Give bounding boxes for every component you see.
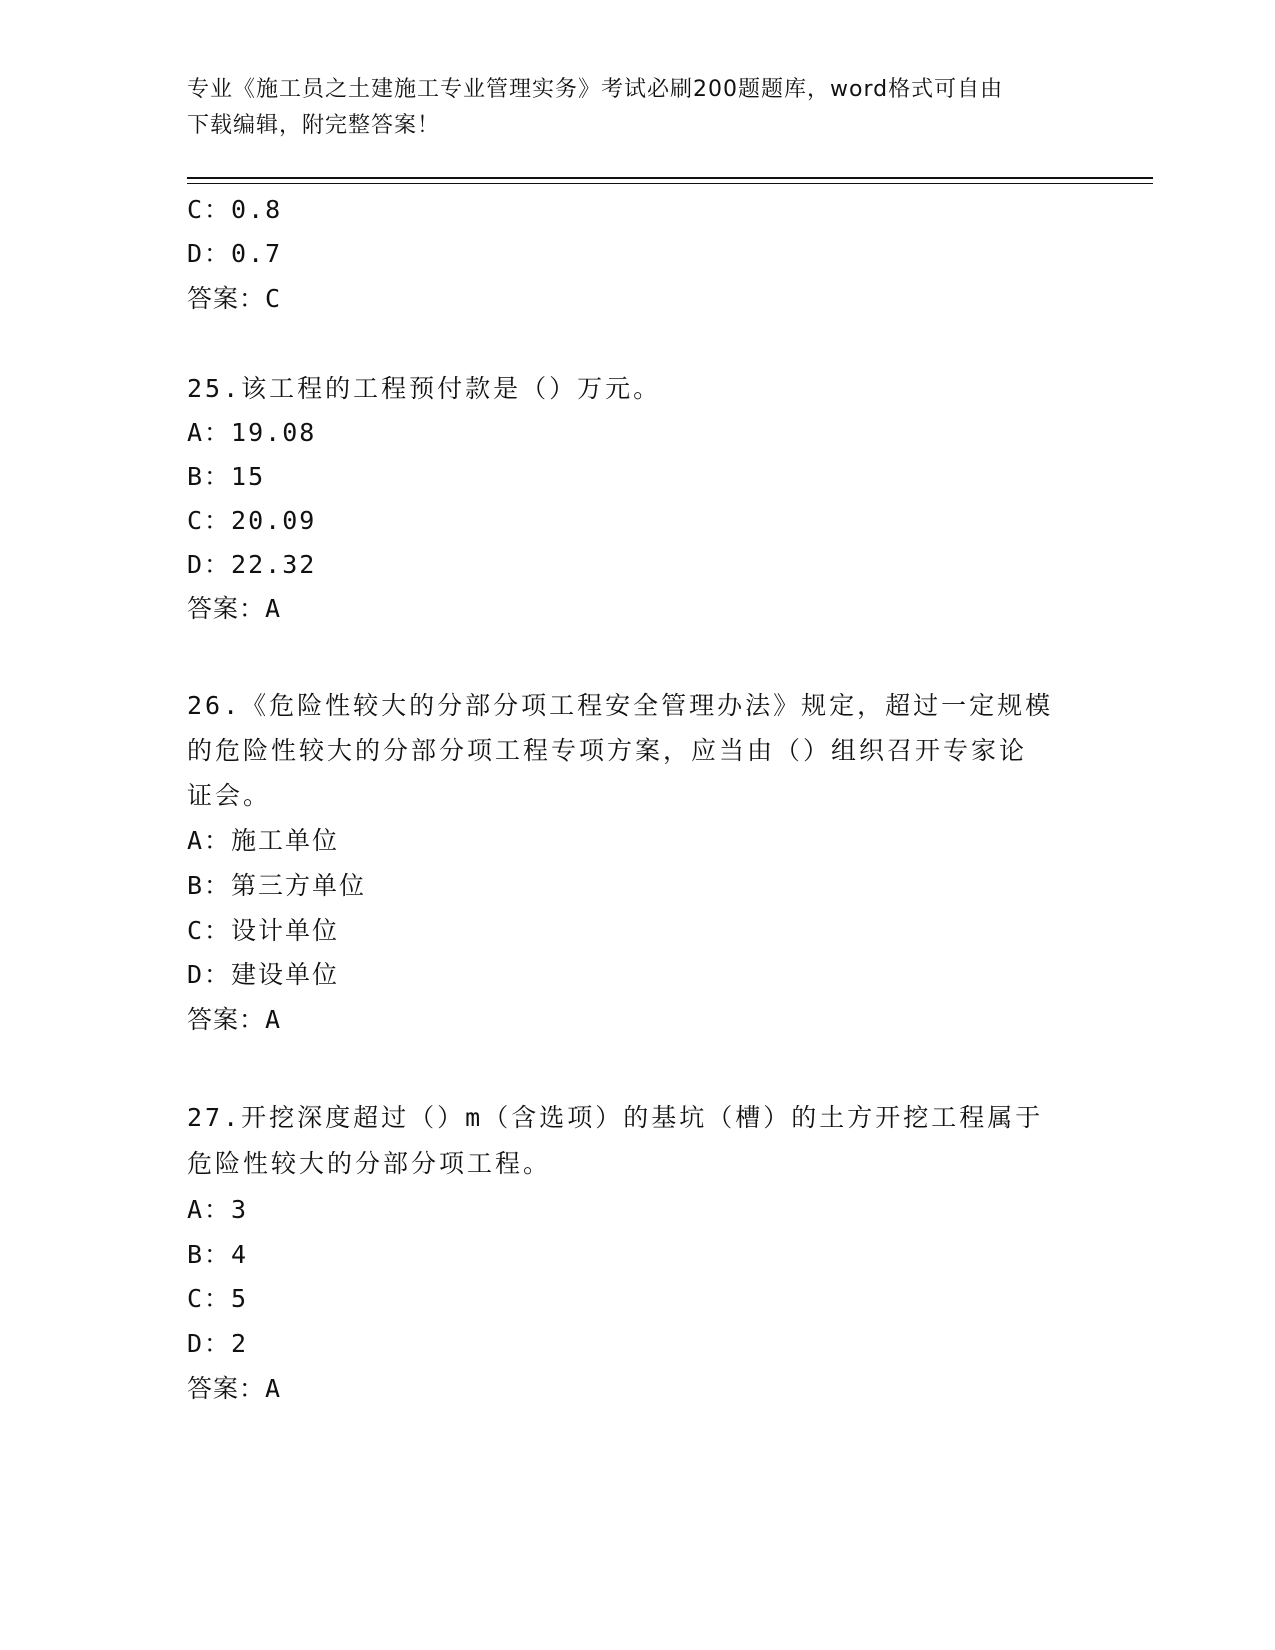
header-title-line-2: 下载编辑，附完整答案！ — [187, 113, 441, 138]
answer-value: A — [265, 1005, 283, 1034]
answer-value: A — [265, 1374, 283, 1403]
question-27-option-d: D：2 — [187, 1329, 249, 1358]
question-25-option-c: C：20.09 — [187, 506, 317, 535]
header-title-line-1: 专业《施工员之土建施工专业管理实务》考试必刷200题题库，word格式可自由 — [187, 77, 1004, 102]
header-rule-thin — [187, 183, 1153, 184]
question-26-option-b: B：第三方单位 — [187, 871, 367, 900]
answer-value: A — [265, 594, 283, 623]
option-d: D：0.7 — [187, 239, 283, 268]
question-26-option-a: A：施工单位 — [187, 826, 340, 855]
question-25-option-b: B：15 — [187, 462, 266, 491]
document-header — [187, 72, 1067, 144]
question-26-option-d: D：建设单位 — [187, 960, 340, 989]
question-25-stem: 25.该工程的工程预付款是（）万元。 — [187, 374, 662, 403]
answer-line — [187, 276, 1087, 321]
question-26-stem-line-2: 的危险性较大的分部分项工程专项方案，应当由（）组织召开专家论 — [187, 736, 1028, 765]
question-25-option-d: D：22.32 — [187, 550, 317, 579]
question-27-option-b: B：4 — [187, 1240, 249, 1269]
question-25-option-a: A：19.08 — [187, 418, 317, 447]
question-26-option-c: C：设计单位 — [187, 916, 340, 945]
question-27-stem-line-1: 27.开挖深度超过（）m（含选项）的基坑（槽）的土方开挖工程属于 — [187, 1103, 1044, 1132]
question-26-stem-line-1: 26.《危险性较大的分部分项工程安全管理办法》规定，超过一定规模 — [187, 691, 1054, 720]
option-c: C：0.8 — [187, 195, 283, 224]
answer-value: C — [265, 284, 283, 313]
question-27-option-a: A：3 — [187, 1195, 249, 1224]
header-rule-thick — [187, 177, 1153, 179]
question-25-answer — [187, 586, 1087, 631]
answer-label: 答案： — [187, 284, 266, 313]
question-27-answer — [187, 1366, 1087, 1411]
answer-label: 答案： — [187, 1005, 266, 1034]
answer-label: 答案： — [187, 1374, 266, 1403]
question-27-stem-line-2: 危险性较大的分部分项工程。 — [187, 1149, 552, 1178]
question-27-option-c: C：5 — [187, 1284, 249, 1313]
question-26-answer — [187, 997, 1087, 1042]
question-26-stem-line-3: 证会。 — [187, 781, 272, 810]
answer-label: 答案： — [187, 594, 266, 623]
